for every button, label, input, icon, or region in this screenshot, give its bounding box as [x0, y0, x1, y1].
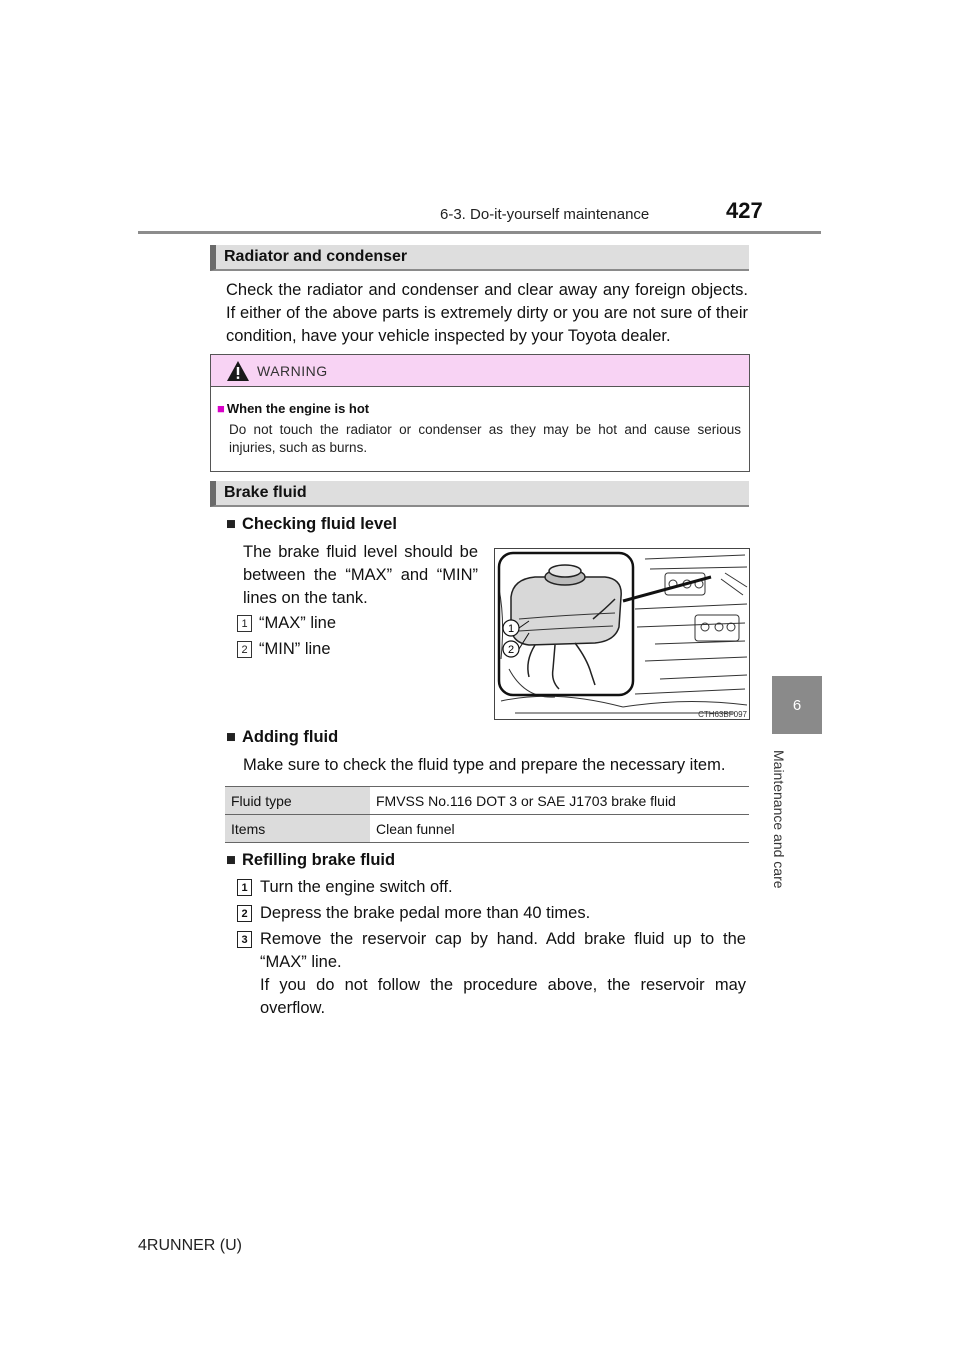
fluid-spec-table — [225, 786, 749, 843]
subheading-adding — [226, 728, 338, 747]
square-bullet-icon: ■ — [226, 728, 236, 746]
warning-triangle-icon — [226, 360, 250, 382]
table-value: FMVSS No.116 DOT 3 or SAE J1703 brake fluid — [370, 787, 749, 815]
callout-label: “MAX” line — [259, 614, 337, 632]
vehicle-model: 4RUNNER (U) — [138, 1237, 242, 1254]
subheading-refilling-text: Refilling brake fluid — [241, 851, 396, 869]
step-text: Depress the brake pedal more than 40 times. — [260, 904, 591, 922]
figure-code: CTH63BF097 — [698, 710, 747, 719]
callout-number: 1 — [237, 615, 252, 632]
table-row — [225, 787, 749, 815]
page-number: 427 — [726, 198, 763, 223]
table-key: Items — [225, 815, 370, 843]
warning-title: WARNING — [257, 363, 328, 379]
square-bullet-icon: ■ — [226, 515, 236, 533]
subheading-checking — [226, 515, 397, 534]
step-number: 2 — [237, 905, 252, 922]
subheading-checking-text: Checking fluid level — [241, 515, 397, 533]
chapter-number: 6 — [792, 696, 802, 714]
warning-body: Do not touch the radiator or condenser as they may be hot and cause serious injuries, such as burns. — [229, 422, 741, 455]
table-key: Fluid type — [225, 787, 370, 815]
step-text: Turn the engine switch off. — [260, 878, 453, 896]
brake-reservoir-illustration — [494, 548, 750, 720]
step-text: Remove the reservoir cap by hand. Add brake fluid up to the “MAX” line. — [260, 930, 746, 971]
step-number: 3 — [237, 931, 252, 948]
square-bullet-icon: ■ — [217, 401, 225, 416]
callout-label: “MIN” line — [259, 640, 331, 658]
refilling-note: If you do not follow the procedure above, the reservoir may overflow. — [260, 976, 746, 1017]
adding-paragraph: Make sure to check the fluid type and prepare the necessary item. — [243, 756, 726, 774]
fluid-spec-table-container — [225, 786, 749, 843]
figure-callout-label: 2 — [507, 644, 515, 656]
step-number: 1 — [237, 879, 252, 896]
subheading-refilling — [226, 851, 395, 870]
warning-subheading — [217, 401, 369, 416]
warning-header — [211, 355, 749, 387]
section-heading-radiator: Radiator and condenser — [210, 245, 749, 271]
warning-box — [210, 354, 750, 472]
engine-bay-drawing — [495, 549, 750, 720]
chapter-tab[interactable] — [772, 676, 822, 734]
warning-subheading-text: When the engine is hot — [226, 401, 370, 416]
table-row — [225, 815, 749, 843]
square-bullet-icon: ■ — [226, 851, 236, 869]
header-divider — [138, 231, 821, 234]
chapter-label-container — [767, 744, 791, 894]
checking-paragraph: The brake fluid level should be between the “MAX” and “MIN” lines on the tank. — [243, 543, 478, 607]
radiator-paragraph: Check the radiator and condenser and clear away any foreign objects. If either of the above parts is extremely dirty or you are not sure of their condition, have your vehicle inspected by your Toyota dealer. — [226, 281, 748, 345]
subheading-adding-text: Adding fluid — [241, 728, 339, 746]
section-heading-brake-fluid: Brake fluid — [210, 481, 749, 507]
chapter-label: Maintenance and care — [771, 749, 787, 889]
figure-callout-label: 1 — [507, 623, 515, 635]
callout-number: 2 — [237, 641, 252, 658]
section-title: 6-3. Do-it-yourself maintenance — [440, 206, 650, 223]
table-value: Clean funnel — [370, 815, 749, 843]
